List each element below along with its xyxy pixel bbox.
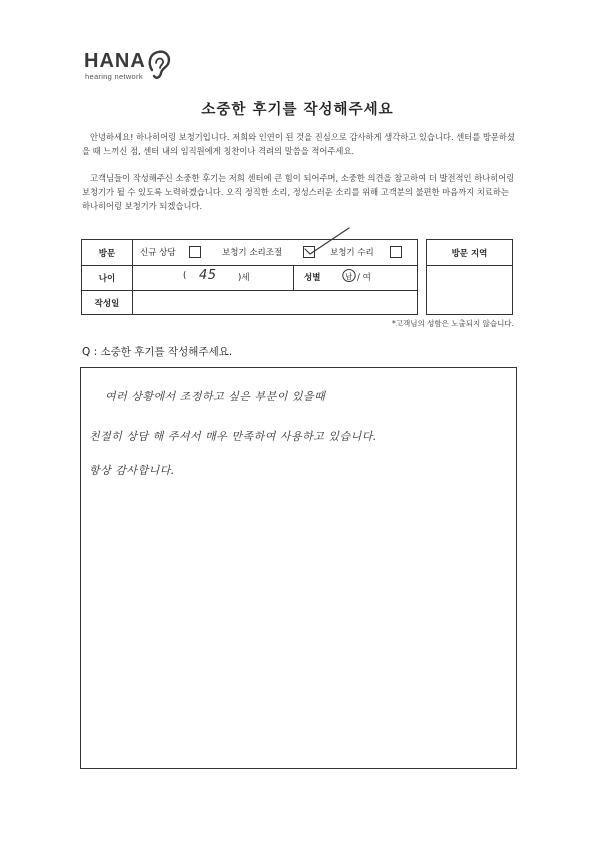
privacy-note: *고객님의 성함은 노출되지 않습니다.: [392, 319, 514, 328]
review-line-1: 여러 상황에서 조정하고 싶은 부분이 있을때: [105, 390, 326, 403]
visit-label: 방문: [82, 240, 133, 265]
visit-region-box: [426, 239, 513, 315]
review-line-2: 친절히 상담 해 주셔서 매우 만족하여 사용하고 있습니다.: [89, 430, 377, 443]
ear-logo-icon: [146, 48, 172, 82]
brand-logo-subtitle: hearing network: [85, 72, 143, 81]
gender-circle-mark-icon: [341, 267, 357, 283]
age-open-paren: (: [183, 271, 187, 281]
date-row: [82, 290, 417, 315]
gender-option-female[interactable]: / 여: [357, 273, 371, 283]
visit-region-label: 방문 지역: [427, 240, 512, 266]
customer-info-table: [81, 239, 418, 315]
cell-divider: [293, 265, 294, 290]
age-unit: )세: [238, 273, 250, 283]
age-label: 나이: [82, 265, 133, 290]
visit-row: [82, 240, 417, 266]
review-text-area[interactable]: [80, 367, 517, 769]
gender-option-male[interactable]: 남: [345, 272, 353, 281]
review-line-3: 항상 감사합니다.: [89, 464, 175, 477]
intro-paragraph-2: 고객님들이 작성해주신 소중한 후기는 저희 센터에 큰 힘이 되어주며, 소중한 의견을 참고하여 더 발전적인 하나히어링 보청기가 될 수 있도록 노력하겠습니다. 오직 정직한 소리, 정성스러운 소리를 위해 고객분의 불편한 마음까지 치료하는 하나히어링 보청기가 되겠습니다.: [82, 173, 515, 211]
gender-label: 성별: [304, 273, 321, 283]
page-title: 소중한 후기를 작성해주세요: [201, 102, 394, 118]
visit-option-adjust-label: 보청기 소리조절: [222, 248, 283, 258]
intro-paragraph-1: 안녕하세요! 하나히어링 보청기입니다. 저희와 인연이 된 것을 진심으로 감사하게 생각하고 있습니다. 센터를 방문하셨을 때 느끼신 점, 센터 내의 임직원에게 칭찬이나 격려의 말씀을 적어주세요.: [82, 132, 515, 156]
brand-logo-text: HANA: [84, 50, 146, 72]
visit-option-repair-checkbox[interactable]: [390, 246, 402, 258]
age-gender-row: [82, 265, 417, 291]
age-value[interactable]: 45: [199, 268, 217, 283]
visit-option-consult-checkbox[interactable]: [189, 246, 201, 258]
visit-option-consult-label: 신규 상담: [140, 248, 176, 258]
visit-option-repair-label: 보청기 수리: [330, 248, 374, 258]
review-question: Q : 소중한 후기를 작성해주세요.: [82, 346, 233, 358]
date-label: 작성일: [82, 290, 133, 315]
